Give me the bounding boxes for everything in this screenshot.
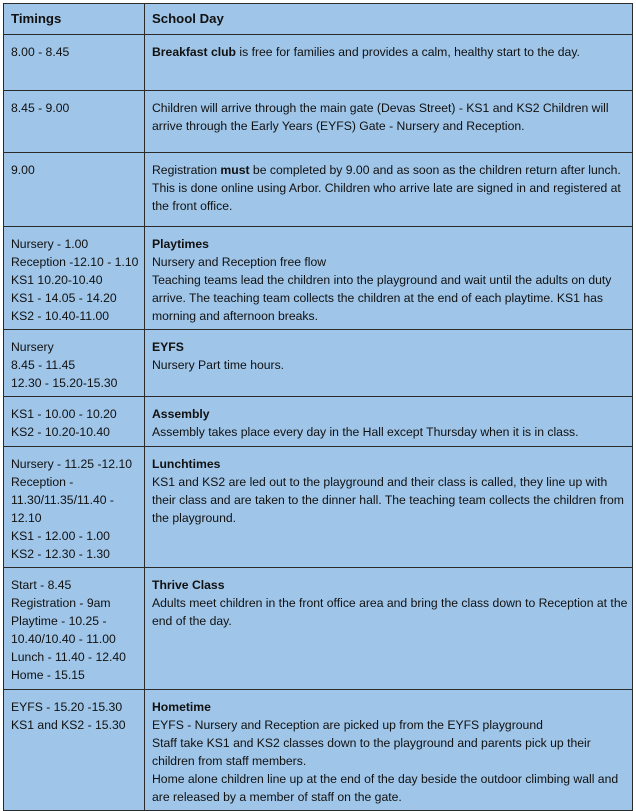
timing-line: 8.45 - 11.45 (11, 358, 76, 372)
timing-line: KS2 - 12.30 - 1.30 (11, 547, 110, 561)
timing-line: Nursery - 11.25 -12.10 (11, 457, 133, 471)
timings-cell (4, 690, 145, 811)
description-line (152, 698, 628, 716)
table-row (4, 330, 633, 397)
timing-line: Lunch - 11.40 - 12.40 (11, 650, 126, 664)
schedule-document (3, 3, 633, 811)
school-day-cell (145, 153, 633, 227)
timing-line: KS1 - 12.00 - 1.00 (11, 529, 110, 543)
timings-cell (4, 91, 145, 153)
school-day-cell (145, 91, 633, 153)
table-row (4, 568, 633, 690)
description-line (152, 161, 628, 215)
description-line (152, 405, 628, 423)
school-day-cell (145, 35, 633, 91)
header-row (4, 4, 633, 35)
school-day-cell (145, 690, 633, 811)
school-day-cell (145, 568, 633, 690)
table-body (4, 35, 633, 811)
table-row (4, 397, 633, 447)
timing-line: Playtime - 10.25 - (11, 614, 107, 628)
table-row (4, 91, 633, 153)
table-row (4, 447, 633, 568)
bold-text: Assembly (152, 407, 210, 421)
header-school-day: School Day (145, 4, 633, 35)
bold-text: Thrive Class (152, 578, 225, 592)
description-line (152, 473, 628, 527)
timing-line: KS1 10.20-10.40 (11, 273, 103, 287)
text-run: Staff take KS1 and KS2 classes down to the playground and parents pick up their children from staff members. (152, 736, 591, 768)
description-line (152, 455, 628, 473)
table-row (4, 35, 633, 91)
description-line (152, 594, 628, 630)
school-day-table (3, 3, 633, 811)
timings-cell (4, 568, 145, 690)
timing-line: Registration - 9am (11, 596, 111, 610)
bold-text: EYFS (152, 340, 184, 354)
timing-line: 8.00 - 8.45 (11, 45, 70, 59)
timing-line: Reception - (11, 475, 74, 489)
timing-line: KS1 and KS2 - 15.30 (11, 718, 126, 732)
description-line (152, 576, 628, 594)
text-run: is free for families and provides a calm, healthy start to the day. (236, 45, 580, 59)
school-day-cell (145, 397, 633, 447)
description-line (152, 338, 628, 356)
school-day-cell (145, 227, 633, 330)
text-run: Adults meet children in the front office area and bring the class down to Reception at the end of the day. (152, 596, 628, 628)
timing-line: 10.40/10.40 - 11.00 (11, 632, 116, 646)
timings-cell (4, 153, 145, 227)
timing-line: KS2 - 10.40-11.00 (11, 309, 110, 323)
timings-cell (4, 227, 145, 330)
table-row (4, 153, 633, 227)
timings-cell (4, 35, 145, 91)
timing-line: EYFS - 15.20 -15.30 (11, 700, 123, 714)
text-run: Nursery and Reception free flow (152, 255, 327, 269)
bold-text: must (220, 163, 250, 177)
description-line (152, 253, 628, 271)
table-row (4, 227, 633, 330)
bold-text: Lunchtimes (152, 457, 221, 471)
text-run: Assembly takes place every day in the Hall except Thursday when it is in class. (152, 425, 579, 439)
timing-line: Reception -12.10 - 1.10 (11, 255, 139, 269)
timing-line: KS1 - 14.05 - 14.20 (11, 291, 117, 305)
bold-text: Breakfast club (152, 45, 236, 59)
text-run: Registration (152, 163, 221, 177)
timing-line: Home - 15.15 (11, 668, 85, 682)
description-line (152, 235, 628, 253)
description-line (152, 734, 628, 770)
description-line (152, 423, 628, 441)
description-line (152, 99, 628, 135)
bold-text: Playtimes (152, 237, 209, 251)
table-row (4, 690, 633, 811)
text-run: Children will arrive through the main gate (Devas Street) - KS1 and KS2 Children will arrive through the Early Years (EYFS) Gate - Nursery and Reception. (152, 101, 609, 133)
timing-line: Nursery - 1.00 (11, 237, 89, 251)
timing-line: 12.30 - 15.20-15.30 (11, 376, 118, 390)
school-day-cell (145, 447, 633, 568)
header-timings: Timings (4, 4, 145, 35)
timing-line: 9.00 (11, 163, 35, 177)
description-line (152, 43, 628, 61)
timings-cell (4, 397, 145, 447)
bold-text: Hometime (152, 700, 211, 714)
timing-line: KS1 - 10.00 - 10.20 (11, 407, 117, 421)
description-line (152, 271, 628, 325)
text-run: KS1 and KS2 are led out to the playground and their class is called, they line up with their class and are taken to the dinner hall. The teaching team collects the children from the playground. (152, 475, 624, 525)
school-day-cell (145, 330, 633, 397)
text-run: Nursery Part time hours. (152, 358, 285, 372)
description-line (152, 356, 628, 374)
timing-line: Nursery (11, 340, 54, 354)
description-line (152, 770, 628, 806)
description-line (152, 716, 628, 734)
text-run: EYFS - Nursery and Reception are picked up from the EYFS playground (152, 718, 543, 732)
timing-line: Start - 8.45 (11, 578, 72, 592)
timing-line: 11.30/11.35/11.40 - 12.10 (11, 493, 114, 525)
text-run: Teaching teams lead the children into the playground and wait until the adults on duty arrive. The teaching team collects the children at the end of each playtime. KS1 has morning and afternoon breaks. (152, 273, 612, 323)
timing-line: 8.45 - 9.00 (11, 101, 70, 115)
timing-line: KS2 - 10.20-10.40 (11, 425, 110, 439)
text-run: be completed by 9.00 and as soon as the children return after lunch. This is done online using Arbor. Children who arrive late are signed in and registered at the front office. (152, 163, 621, 213)
timings-cell (4, 330, 145, 397)
text-run: Home alone children line up at the end of the day beside the outdoor climbing wall and are released by a member of staff on the gate. (152, 772, 619, 804)
timings-cell (4, 447, 145, 568)
